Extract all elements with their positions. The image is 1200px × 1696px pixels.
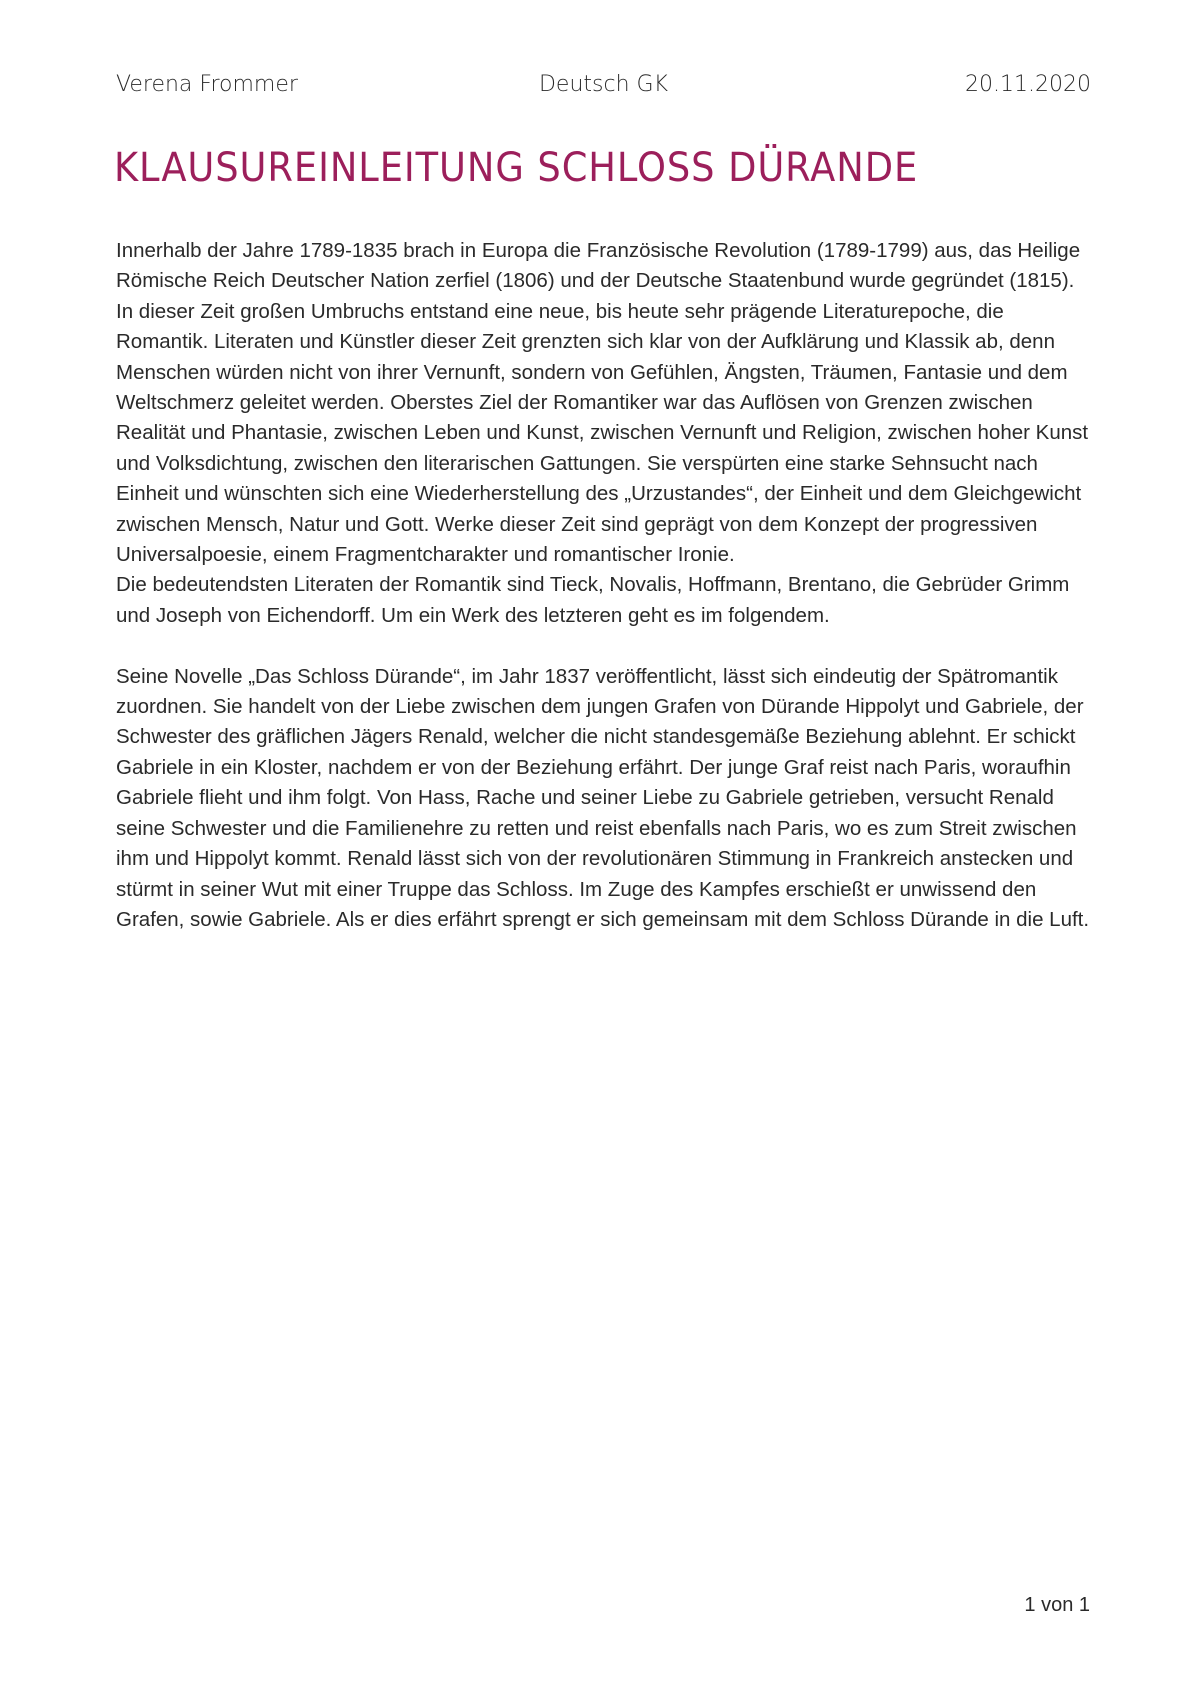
paragraph-history: Innerhalb der Jahre 1789-1835 brach in Europa die Französische Revolution (1789-1799) aus, das Heilige Römische Reich Deutscher Nation zerfiel (1806) und der Deutsche Staatenbund wurde gegründet (1815). [116,239,1081,293]
document-date: 20.11.2020 [965,72,1091,97]
paragraph-novelle: Seine Novelle „Das Schloss Dürande“, im Jahr 1837 veröffentlicht, lässt sich eindeutig der Spätromantik zuordnen. Sie handelt von der Liebe zwischen dem jungen Grafen von Dürande Hippolyt und Gabriele, der Schwester des gräflichen Jägers Renald, welcher die nicht standesgemäße Beziehung ablehnt. Er schickt Gabriele in ein Kloster, nachdem er von der Beziehung erfährt. Der junge Graf reist nach Paris, woraufhin Gabriele flieht und ihm folgt. Von Hass, Rache und seiner Liebe zu Gabriele getrieben, versucht Renald seine Schwester und die Familienehre zu retten und reist ebenfalls nach Paris, wo es zum Streit zwischen ihm und Hippolyt kommt. Renald lässt sich von der revolutionären Stimmung in Frankreich anstecken und stürmt in seiner Wut mit einer Truppe das Schloss. Im Zuge des Kampfes erschießt er unwissend den Grafen, sowie Gabriele. Als er dies erfährt sprengt er sich gemeinsam mit dem Schloss Dürande in die Luft. [116,664,1090,931]
paragraph-literaten: Die bedeutendsten Literaten der Romantik sind Tieck, Novalis, Hoffmann, Brentano, die Gebrüder Grimm und Joseph von Eichendorff. Um ein Werk des letzteren geht es im folgendem. [116,573,1070,627]
paragraph-gap [116,631,1096,661]
author-name: Verena Frommer [116,72,298,97]
page-number: 1 von 1 [1024,1594,1090,1616]
paragraph-romantik: In dieser Zeit großen Umbruchs entstand eine neue, bis heute sehr prägende Literaturepoche, die Romantik. Literaten und Künstler dieser Zeit grenzten sich klar von der Aufklärung und Klassik ab, denn Menschen würden nicht von ihrer Vernunft, sondern von Gefühlen, Ängsten, Träumen, Fantasie und dem Weltschmerz geleitet werden. Oberstes Ziel der Romantiker war das Auflösen von Grenzen zwischen Realität und Phantasie, zwischen Leben und Kunst, zwischen Vernunft und Religion, zwischen hoher Kunst und Volksdichtung, zwischen den literarischen Gattungen. Sie verspürten eine starke Sehnsucht nach Einheit und wünschten sich eine Wiederherstellung des „Urzustandes“, der Einheit und dem Gleichgewicht zwischen Mensch, Natur und Gott. Werke dieser Zeit sind geprägt von dem Konzept der progressiven Universalpoesie, einem Fragmentcharakter und romantischer Ironie. [116,299,1089,567]
document-title: KLAUSUREINLEITUNG SCHLOSS DÜRANDE [114,144,919,191]
subject-label: Deutsch GK [538,72,668,97]
document-body [116,236,1096,935]
page-header [116,72,1091,102]
